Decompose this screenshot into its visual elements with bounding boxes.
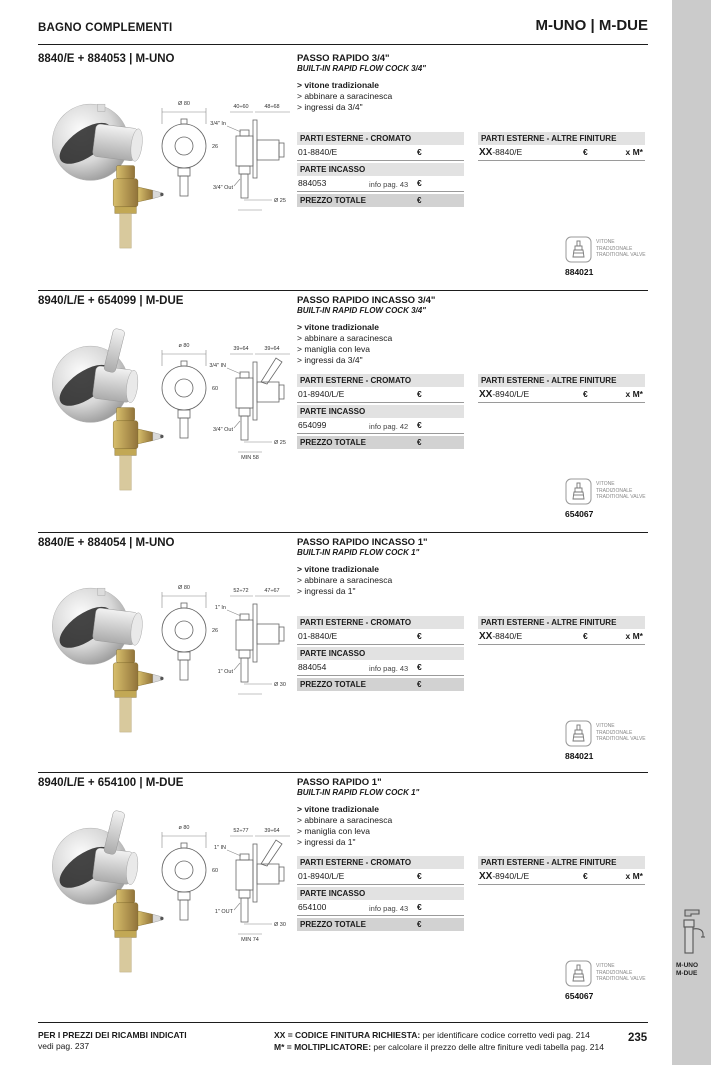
total-label: PREZZO TOTALE: [300, 920, 366, 929]
table-row: [478, 145, 645, 161]
table-row: [297, 176, 464, 192]
dim-diameter: Ø 80: [178, 585, 190, 591]
product-code: 654100: [298, 902, 327, 912]
valve-code: 654067: [565, 509, 594, 519]
info-page-ref: info pag. 43: [369, 180, 409, 189]
table-row: [478, 869, 645, 885]
euro-sign: €: [417, 389, 422, 399]
feature-item: > maniglia con leva: [297, 826, 472, 837]
price-table-altre-finiture: [478, 130, 645, 161]
table-header-incasso: PARTE INCASSO: [297, 405, 464, 418]
valve-photo: [100, 160, 166, 252]
technical-drawing: [160, 88, 294, 218]
product-subtitle-en: BUILT-IN RAPID FLOW COCK 3/4": [297, 306, 426, 315]
table-row: [297, 900, 464, 916]
page-category-title: BAGNO COMPLEMENTI: [38, 22, 173, 34]
dim-inlet: 1" IN: [213, 845, 226, 851]
technical-drawing: [160, 572, 294, 702]
table-header-total: [297, 678, 464, 691]
footer-spare-parts-note: [38, 1030, 187, 1052]
product-code: [479, 387, 529, 402]
feature-item: > vitone tradizionale: [297, 80, 472, 91]
table-header-total: [297, 194, 464, 207]
dim-outlet: 1" OUT: [214, 909, 233, 915]
feature-item: > abbinare a saracinesca: [297, 333, 472, 344]
feature-item: > vitone tradizionale: [297, 322, 472, 333]
valve-badge-text: [596, 963, 646, 983]
product-section: [38, 772, 648, 1014]
multiplier-label: x M*: [625, 631, 643, 641]
table-row: [478, 629, 645, 645]
side-tab-line2: M-DUE: [676, 970, 698, 977]
price-table-altre-finiture: [478, 372, 645, 403]
product-code: 01-8840/E: [298, 631, 338, 641]
info-page-ref: info pag. 43: [369, 904, 409, 913]
total-label: PREZZO TOTALE: [300, 438, 366, 447]
footer-left-line2: vedi pag. 237: [38, 1041, 90, 1051]
table-header-incasso: PARTE INCASSO: [297, 647, 464, 660]
product-subtitle-it: PASSO RAPIDO 1": [297, 777, 382, 788]
multiplier-label: x M*: [625, 389, 643, 399]
table-row: [297, 629, 464, 645]
page-number: 235: [628, 1032, 648, 1044]
product-code: [479, 869, 529, 884]
feature-item: > vitone tradizionale: [297, 804, 472, 815]
price-table-altre-finiture: [478, 854, 645, 885]
info-page-ref: info pag. 43: [369, 664, 409, 673]
dim-inlet: 3/4" In: [210, 121, 226, 127]
valve-badge-line2: TRADIZIONALE: [596, 245, 633, 252]
code-rest: -8940/L/E: [492, 871, 530, 881]
feature-item: > ingressi da 3/4": [297, 355, 472, 366]
series-title: M-UNO | M-DUE: [535, 17, 648, 34]
table-header-altre: PARTI ESTERNE - ALTRE FINITURE: [478, 374, 645, 387]
feature-item: > ingressi da 1": [297, 837, 472, 848]
valve-badge-line1: VITONE: [596, 963, 615, 969]
dim-outdia: Ø 30: [274, 682, 286, 688]
valve-badge-text: [596, 481, 646, 501]
footer-note1-rest: per identificare codice corretto vedi pag. 214: [420, 1030, 590, 1040]
valve-badge-line1: VITONE: [596, 481, 615, 487]
dim-inlet: 1" In: [214, 605, 226, 611]
product-code: 01-8940/L/E: [298, 871, 345, 881]
valve-icon: [565, 960, 592, 987]
feature-item: > ingressi da 1": [297, 586, 472, 597]
dim-outdia: Ø 30: [274, 922, 286, 928]
dim-range1: 52÷72: [233, 588, 249, 594]
dim-range2: 48÷68: [264, 104, 280, 110]
price-table-cromato: [297, 372, 464, 449]
feature-item: > abbinare a saracinesca: [297, 815, 472, 826]
euro-sign: €: [417, 871, 422, 881]
euro-sign: €: [583, 147, 588, 157]
multiplier-label: x M*: [625, 147, 643, 157]
price-table-altre-finiture: [478, 614, 645, 645]
euro-sign: €: [417, 420, 422, 430]
valve-badge-text: [596, 723, 646, 743]
table-row: [297, 145, 464, 161]
product-title: 8840/E + 884054 | M-UNO: [38, 537, 175, 549]
dim-min: MIN 74: [241, 937, 259, 942]
euro-sign: €: [417, 902, 422, 912]
product-subtitle-it: PASSO RAPIDO INCASSO 3/4": [297, 295, 436, 306]
feature-item: > ingressi da 3/4": [297, 102, 472, 113]
product-code: [479, 145, 522, 160]
feature-item: > maniglia con leva: [297, 344, 472, 355]
euro-sign: €: [417, 196, 422, 205]
footer-note1: [274, 1030, 624, 1042]
table-header-altre: PARTI ESTERNE - ALTRE FINITURE: [478, 856, 645, 869]
valve-badge-line3: TRADITIONAL VALVE: [596, 976, 646, 982]
product-description: [297, 777, 472, 848]
euro-sign: €: [417, 178, 422, 188]
euro-sign: €: [417, 662, 422, 672]
header-divider: [38, 44, 648, 45]
dim-height: 26: [212, 144, 219, 150]
valve-badge-line1: VITONE: [596, 239, 615, 245]
side-tab-line1: M-UNO: [676, 962, 699, 969]
dim-range1: 39÷64: [233, 346, 249, 352]
valve-badge-line3: TRADITIONAL VALVE: [596, 494, 646, 500]
table-header-incasso: PARTE INCASSO: [297, 163, 464, 176]
dim-height: 26: [212, 628, 219, 634]
euro-sign: €: [417, 438, 422, 447]
product-code: 01-8940/L/E: [298, 389, 345, 399]
table-header-incasso: PARTE INCASSO: [297, 887, 464, 900]
footer-legend: [274, 1030, 624, 1053]
product-section: [38, 532, 648, 774]
price-table-cromato: [297, 614, 464, 691]
dim-diameter: ø 80: [178, 343, 190, 349]
product-description: [297, 295, 472, 366]
table-header-altre: PARTI ESTERNE - ALTRE FINITURE: [478, 616, 645, 629]
technical-drawing: [160, 330, 294, 460]
table-header-total: [297, 436, 464, 449]
price-table-cromato: [297, 854, 464, 931]
dim-range2: 39÷64: [264, 346, 280, 352]
table-row: [297, 387, 464, 403]
footer-note2-rest: per calcolare il prezzo delle altre finiture vedi tabella pag. 214: [371, 1041, 604, 1052]
dim-outdia: Ø 25: [274, 440, 286, 446]
product-title: 8840/E + 884053 | M-UNO: [38, 53, 175, 65]
valve-photo: [100, 884, 166, 976]
valve-photo: [100, 402, 166, 494]
table-header-altre: PARTI ESTERNE - ALTRE FINITURE: [478, 132, 645, 145]
xx-prefix: XX: [479, 389, 493, 400]
table-row: [297, 418, 464, 434]
footer-note1-prefix: XX = CODICE FINITURA RICHIESTA:: [274, 1030, 421, 1040]
product-description: [297, 537, 472, 597]
code-rest: -8940/L/E: [492, 389, 530, 399]
dim-outlet: 3/4" Out: [213, 185, 233, 191]
price-table-cromato: [297, 130, 464, 207]
product-section: [38, 290, 648, 532]
total-label: PREZZO TOTALE: [300, 680, 366, 689]
total-label: PREZZO TOTALE: [300, 196, 366, 205]
xx-prefix: XX: [479, 871, 493, 882]
footer-note2-prefix: M* = MOLTIPLICATORE:: [274, 1041, 372, 1052]
valve-code: 654067: [565, 991, 594, 1001]
footer-note2: [274, 1042, 624, 1054]
valve-badge-line2: TRADIZIONALE: [596, 969, 633, 976]
feature-item: > abbinare a saracinesca: [297, 91, 472, 102]
dim-inlet: 3/4" IN: [209, 363, 226, 369]
table-header-cromato: PARTI ESTERNE - CROMATO: [297, 856, 464, 869]
product-section: [38, 48, 648, 290]
euro-sign: €: [417, 680, 422, 689]
valve-code: 884021: [565, 751, 594, 761]
dim-range1: 52÷77: [233, 828, 249, 834]
euro-sign: €: [583, 871, 588, 881]
info-page-ref: info pag. 42: [369, 422, 409, 431]
euro-sign: €: [417, 920, 422, 929]
product-code: 884054: [298, 662, 327, 672]
dim-diameter: Ø 80: [178, 101, 190, 107]
valve-badge-text: [596, 239, 646, 259]
product-title: 8940/L/E + 654100 | M-DUE: [38, 777, 184, 789]
table-header-cromato: PARTI ESTERNE - CROMATO: [297, 374, 464, 387]
euro-sign: €: [417, 631, 422, 641]
valve-badge-line3: TRADITIONAL VALVE: [596, 736, 646, 742]
valve-photo: [100, 644, 166, 736]
footer-left-line1: PER I PREZZI DEI RICAMBI INDICATI: [38, 1030, 187, 1040]
dim-range2: 39÷64: [264, 828, 280, 834]
product-subtitle-en: BUILT-IN RAPID FLOW COCK 3/4": [297, 64, 426, 73]
code-rest: -8840/E: [492, 631, 523, 641]
faucet-icon: [677, 906, 707, 958]
table-header-cromato: PARTI ESTERNE - CROMATO: [297, 132, 464, 145]
side-tab: [676, 962, 698, 978]
valve-icon: [565, 236, 592, 263]
multiplier-label: x M*: [625, 871, 643, 881]
euro-sign: €: [417, 147, 422, 157]
technical-drawing: [160, 812, 294, 942]
euro-sign: €: [583, 389, 588, 399]
dim-range1: 40÷60: [233, 104, 249, 110]
valve-badge-line1: VITONE: [596, 723, 615, 729]
dim-height: 60: [212, 386, 219, 392]
footer-divider: [38, 1022, 648, 1023]
valve-code: 884021: [565, 267, 594, 277]
valve-badge-line2: TRADIZIONALE: [596, 487, 633, 494]
table-row: [478, 387, 645, 403]
product-code: 01-8840/E: [298, 147, 338, 157]
valve-badge-line3: TRADITIONAL VALVE: [596, 252, 646, 258]
dim-outlet: 3/4" Out: [213, 427, 233, 433]
dim-range2: 47÷67: [264, 588, 280, 594]
valve-icon: [565, 720, 592, 747]
dim-outlet: 1" Out: [217, 669, 233, 675]
product-description: [297, 53, 472, 113]
product-code: 884053: [298, 178, 327, 188]
product-code: [479, 629, 522, 644]
feature-item: > abbinare a saracinesca: [297, 575, 472, 586]
table-row: [297, 869, 464, 885]
xx-prefix: XX: [479, 147, 493, 158]
product-subtitle-it: PASSO RAPIDO INCASSO 1": [297, 537, 428, 548]
table-header-total: [297, 918, 464, 931]
product-code: 654099: [298, 420, 327, 430]
euro-sign: €: [583, 631, 588, 641]
dim-diameter: ø 80: [178, 825, 190, 831]
valve-icon: [565, 478, 592, 505]
xx-prefix: XX: [479, 631, 493, 642]
code-rest: -8840/E: [492, 147, 523, 157]
product-subtitle-en: BUILT-IN RAPID FLOW COCK 1": [297, 548, 420, 557]
table-row: [297, 660, 464, 676]
product-subtitle-en: BUILT-IN RAPID FLOW COCK 1": [297, 788, 420, 797]
table-header-cromato: PARTI ESTERNE - CROMATO: [297, 616, 464, 629]
dim-min: MIN 58: [241, 455, 259, 460]
dim-height: 60: [212, 868, 219, 874]
feature-item: > vitone tradizionale: [297, 564, 472, 575]
valve-badge-line2: TRADIZIONALE: [596, 729, 633, 736]
product-subtitle-it: PASSO RAPIDO 3/4": [297, 53, 390, 64]
dim-outdia: Ø 25: [274, 198, 286, 204]
product-title: 8940/L/E + 654099 | M-DUE: [38, 295, 184, 307]
